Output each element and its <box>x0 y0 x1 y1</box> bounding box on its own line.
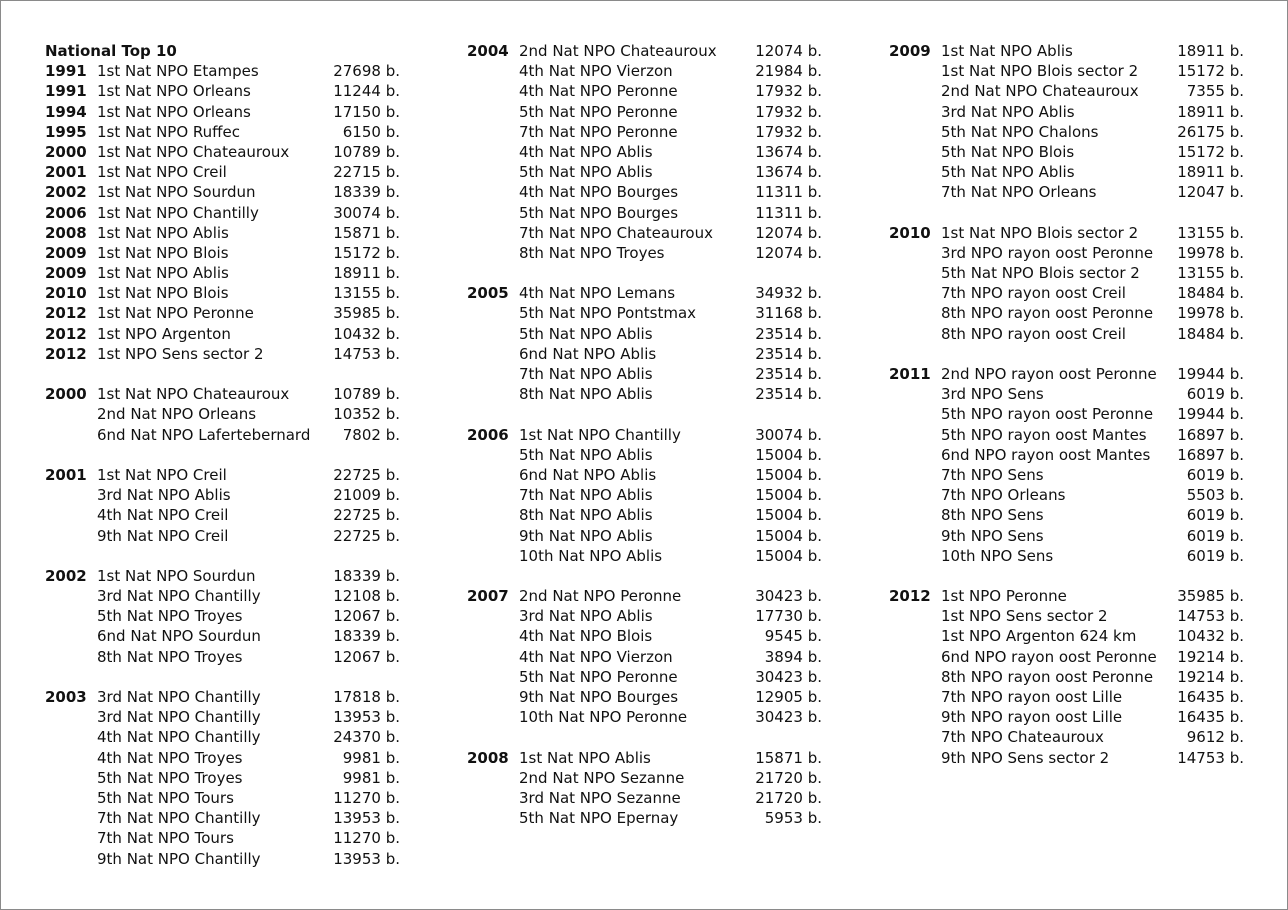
result-value: 10352 b. <box>333 405 400 424</box>
result-value: 11270 b. <box>333 829 400 848</box>
result-value: 13953 b. <box>333 708 400 727</box>
result-year: 2009 <box>889 42 931 60</box>
result-value: 22725 b. <box>333 506 400 525</box>
result-value: 15004 b. <box>755 506 822 525</box>
result-value: 12067 b. <box>333 607 400 626</box>
result-value: 23514 b. <box>755 344 822 363</box>
result-year: 2007 <box>467 587 509 606</box>
result-year: 2002 <box>45 183 87 202</box>
result-description: 8th Nat NPO Troyes <box>519 243 665 262</box>
result-value: 6019 b. <box>1186 465 1244 484</box>
result-value: 18339 b. <box>333 183 400 202</box>
result-description: 1st Nat NPO Ablis <box>519 748 651 767</box>
year-group <box>45 384 400 445</box>
result-value: 17818 b. <box>333 688 400 706</box>
result-row <box>45 384 400 404</box>
result-description: 6nd Nat NPO Ablis <box>519 465 657 484</box>
result-description: 5th Nat NPO Troyes <box>97 768 243 787</box>
result-description: 1st Nat NPO Sourdun <box>97 183 256 202</box>
result-value: 21984 b. <box>755 62 822 81</box>
result-description: 5th Nat NPO Pontstmax <box>519 304 697 323</box>
page-title: National Top 10 <box>45 42 177 60</box>
result-value: 18911 b. <box>1177 102 1244 121</box>
result-value: 17932 b. <box>755 102 822 121</box>
result-description: 10th Nat NPO Ablis <box>519 546 663 565</box>
result-value: 15004 b. <box>755 445 822 464</box>
result-year: 1994 <box>45 102 87 121</box>
result-description: 9th NPO rayon oost Lille <box>941 708 1123 727</box>
result-row <box>45 647 400 667</box>
result-value: 11311 b. <box>755 203 822 222</box>
result-value: 18911 b. <box>1177 42 1244 60</box>
result-row <box>45 626 400 646</box>
result-row <box>45 122 400 142</box>
result-year: 1991 <box>45 82 87 101</box>
result-year: 2004 <box>467 42 509 60</box>
result-year: 2012 <box>45 344 87 363</box>
year-group <box>45 465 400 546</box>
result-row <box>45 788 400 808</box>
year-group <box>45 687 400 869</box>
result-row <box>45 81 400 101</box>
result-description: 1st Nat NPO Peronne <box>97 304 254 323</box>
result-value: 11244 b. <box>333 82 400 101</box>
result-row <box>45 404 400 424</box>
result-value: 22725 b. <box>333 465 400 484</box>
result-value: 27698 b. <box>333 62 400 81</box>
result-value: 15871 b. <box>755 748 822 767</box>
result-description: 1st Nat NPO Creil <box>97 163 227 182</box>
result-description: 7th Nat NPO Tours <box>97 829 234 848</box>
result-description: 8th NPO Sens <box>941 506 1044 525</box>
result-value: 9981 b. <box>342 748 400 767</box>
result-value: 22715 b. <box>333 163 400 182</box>
result-value: 26175 b. <box>1177 122 1244 141</box>
result-value: 13674 b. <box>755 163 822 182</box>
result-description: 5th Nat NPO Blois sector 2 <box>941 264 1140 283</box>
result-row <box>45 687 400 707</box>
result-row <box>45 808 400 828</box>
result-description: 1st NPO Sens sector 2 <box>941 607 1108 626</box>
result-value: 10789 b. <box>333 385 400 404</box>
result-description: 6nd NPO rayon oost Peronne <box>941 647 1157 666</box>
result-value: 12074 b. <box>755 42 822 60</box>
result-description: 1st Nat NPO Ablis <box>97 264 229 283</box>
result-description: 3rd Nat NPO Ablis <box>519 607 653 626</box>
result-description: 4th Nat NPO Creil <box>97 506 229 525</box>
result-description: 10th Nat NPO Peronne <box>519 708 688 727</box>
result-description: 1st Nat NPO Blois <box>97 243 229 262</box>
result-description: 5th NPO rayon oost Mantes <box>941 425 1147 444</box>
result-value: 13953 b. <box>333 809 400 828</box>
result-description: 5th Nat NPO Chalons <box>941 122 1099 141</box>
result-description: 7th Nat NPO Chateauroux <box>519 223 713 242</box>
result-description: 1st NPO Peronne <box>941 587 1067 606</box>
result-description: 9th Nat NPO Ablis <box>519 526 653 545</box>
result-value: 6150 b. <box>342 122 400 141</box>
result-row <box>45 505 400 525</box>
result-description: 1st Nat NPO Chantilly <box>97 203 259 222</box>
result-value: 14753 b. <box>1177 607 1244 626</box>
result-row <box>45 324 400 344</box>
result-description: 5th Nat NPO Ablis <box>519 163 653 182</box>
result-value: 13155 b. <box>1177 264 1244 283</box>
result-value: 18911 b. <box>1177 163 1244 182</box>
result-row <box>45 748 400 768</box>
result-description: 8th Nat NPO Ablis <box>519 506 653 525</box>
result-description: 5th Nat NPO Ablis <box>519 324 653 343</box>
result-row <box>45 203 400 223</box>
result-year: 2010 <box>45 284 87 303</box>
result-description: 8th NPO rayon oost Peronne <box>941 304 1154 323</box>
result-year: 2011 <box>889 365 931 383</box>
result-description: 1st Nat NPO Etampes <box>97 62 259 81</box>
result-description: 3rd Nat NPO Chantilly <box>97 587 261 606</box>
result-row <box>45 162 400 182</box>
result-value: 9545 b. <box>764 627 822 646</box>
result-value: 15004 b. <box>755 465 822 484</box>
result-value: 18339 b. <box>333 627 400 646</box>
result-row <box>45 465 400 485</box>
result-value: 35985 b. <box>333 304 400 323</box>
result-value: 30423 b. <box>755 667 822 686</box>
result-value: 34932 b. <box>755 284 822 303</box>
result-description: 4th Nat NPO Troyes <box>97 748 243 767</box>
result-description: 3rd Nat NPO Chantilly <box>97 688 261 706</box>
result-row <box>45 425 400 445</box>
result-value: 16435 b. <box>1177 708 1244 727</box>
result-description: 4th Nat NPO Bourges <box>519 183 679 202</box>
result-row <box>45 283 400 303</box>
result-description: 4th Nat NPO Ablis <box>519 142 653 161</box>
result-value: 15172 b. <box>1177 142 1244 161</box>
result-value: 15871 b. <box>333 223 400 242</box>
result-description: 1st Nat NPO Orleans <box>97 82 251 101</box>
result-description: 7th Nat NPO Chantilly <box>97 809 261 828</box>
result-row <box>45 566 400 586</box>
result-value: 17730 b. <box>755 607 822 626</box>
result-value: 21009 b. <box>333 486 400 505</box>
year-group <box>45 566 400 667</box>
result-row <box>45 102 400 122</box>
result-value: 5953 b. <box>764 809 822 828</box>
result-value: 12108 b. <box>333 587 400 606</box>
year-group <box>45 61 400 364</box>
result-value: 10432 b. <box>333 324 400 343</box>
result-value: 13674 b. <box>755 142 822 161</box>
result-year: 2012 <box>45 304 87 323</box>
result-description: 3rd Nat NPO Ablis <box>97 486 231 505</box>
result-value: 17932 b. <box>755 122 822 141</box>
result-description: 1st Nat NPO Blois sector 2 <box>941 62 1139 81</box>
result-value: 10789 b. <box>333 142 400 161</box>
result-description: 5th Nat NPO Peronne <box>519 667 678 686</box>
result-value: 14753 b. <box>333 344 400 363</box>
result-value: 13155 b. <box>1177 223 1244 242</box>
result-year: 2012 <box>889 587 931 606</box>
result-value: 13155 b. <box>333 284 400 303</box>
result-description: 1st NPO Argenton 624 km <box>941 627 1137 646</box>
result-year: 2001 <box>45 465 87 484</box>
result-description: 1st Nat NPO Blois sector 2 <box>941 223 1139 242</box>
result-description: 5th Nat NPO Peronne <box>519 102 678 121</box>
result-description: 4th Nat NPO Blois <box>519 627 653 646</box>
result-value: 24370 b. <box>333 728 400 747</box>
result-row <box>45 768 400 788</box>
result-value: 22725 b. <box>333 526 400 545</box>
result-value: 17150 b. <box>333 102 400 121</box>
result-value: 30423 b. <box>755 587 822 606</box>
result-description: 8th NPO rayon oost Peronne <box>941 667 1154 686</box>
result-description: 1st Nat NPO Blois <box>97 284 229 303</box>
result-value: 19944 b. <box>1177 365 1244 383</box>
result-description: 9th Nat NPO Bourges <box>519 688 679 706</box>
result-year: 2000 <box>45 385 87 404</box>
result-value: 18484 b. <box>1177 324 1244 343</box>
result-description: 7th NPO Orleans <box>941 486 1066 505</box>
result-value: 23514 b. <box>755 385 822 404</box>
result-value: 31168 b. <box>755 304 822 323</box>
result-description: 6nd Nat NPO Ablis <box>519 344 657 363</box>
result-description: 1st Nat NPO Chateauroux <box>97 142 290 161</box>
result-value: 10432 b. <box>1177 627 1244 646</box>
result-value: 19214 b. <box>1177 667 1244 686</box>
result-row <box>45 303 400 323</box>
result-description: 6nd NPO rayon oost Mantes <box>941 445 1151 464</box>
result-description: 8th Nat NPO Ablis <box>519 385 653 404</box>
result-row <box>45 243 400 263</box>
result-year: 2003 <box>45 688 87 706</box>
result-description: 5th Nat NPO Bourges <box>519 203 679 222</box>
result-value: 16897 b. <box>1177 445 1244 464</box>
result-year: 2009 <box>45 264 87 283</box>
result-value: 35985 b. <box>1177 587 1244 606</box>
result-row <box>45 849 400 869</box>
result-description: 7th Nat NPO Peronne <box>519 122 678 141</box>
result-row <box>45 606 400 626</box>
result-year: 2008 <box>467 748 509 767</box>
result-value: 7355 b. <box>1186 82 1244 101</box>
result-value: 16897 b. <box>1177 425 1244 444</box>
result-description: 7th NPO Chateauroux <box>941 728 1104 747</box>
result-value: 21720 b. <box>755 788 822 807</box>
result-value: 12047 b. <box>1177 183 1244 202</box>
result-description: 9th NPO Sens <box>941 526 1044 545</box>
result-description: 4th Nat NPO Chantilly <box>97 728 261 747</box>
result-description: 1st Nat NPO Chantilly <box>519 425 681 444</box>
result-description: 1st NPO Argenton <box>97 324 231 343</box>
result-description: 8th NPO rayon oost Creil <box>941 324 1126 343</box>
result-value: 7802 b. <box>342 425 400 444</box>
result-description: 5th NPO rayon oost Peronne <box>941 405 1154 424</box>
result-description: 4th Nat NPO Vierzon <box>519 647 673 666</box>
result-value: 12067 b. <box>333 647 400 666</box>
result-description: 5th Nat NPO Ablis <box>519 445 653 464</box>
result-description: 3rd Nat NPO Ablis <box>941 102 1075 121</box>
result-row <box>45 727 400 747</box>
result-year: 2012 <box>45 324 87 343</box>
result-description: 3rd NPO rayon oost Peronne <box>941 243 1154 262</box>
result-description: 1st Nat NPO Ruffec <box>97 122 240 141</box>
result-value: 23514 b. <box>755 365 822 383</box>
result-year: 2005 <box>467 284 509 303</box>
result-row <box>45 485 400 505</box>
result-value: 23514 b. <box>755 324 822 343</box>
result-description: 6nd Nat NPO Lafertebernard <box>97 425 311 444</box>
result-description: 9th NPO Sens sector 2 <box>941 748 1110 767</box>
result-row <box>45 61 400 81</box>
result-description: 5th Nat NPO Troyes <box>97 607 243 626</box>
result-year: 2002 <box>45 566 87 585</box>
result-value: 21720 b. <box>755 768 822 787</box>
result-value: 6019 b. <box>1186 385 1244 404</box>
result-description: 3rd NPO Sens <box>941 385 1044 404</box>
result-description: 10th NPO Sens <box>941 546 1054 565</box>
result-value: 19978 b. <box>1177 304 1244 323</box>
result-description: 7th NPO Sens <box>941 465 1044 484</box>
result-value: 5503 b. <box>1186 486 1244 505</box>
result-value: 19944 b. <box>1177 405 1244 424</box>
result-description: 8th Nat NPO Troyes <box>97 647 243 666</box>
result-description: 1st Nat NPO Sourdun <box>97 566 256 585</box>
result-value: 6019 b. <box>1186 546 1244 565</box>
result-value: 15172 b. <box>333 243 400 262</box>
result-description: 5th Nat NPO Blois <box>941 142 1075 161</box>
result-description: 2nd Nat NPO Chateauroux <box>519 42 717 60</box>
result-value: 19214 b. <box>1177 647 1244 666</box>
result-value: 15172 b. <box>1177 62 1244 81</box>
result-year: 2001 <box>45 163 87 182</box>
result-year: 2006 <box>45 203 87 222</box>
result-description: 3rd Nat NPO Chantilly <box>97 708 261 727</box>
result-description: 4th Nat NPO Vierzon <box>519 62 673 81</box>
result-description: 1st Nat NPO Creil <box>97 465 227 484</box>
result-description: 4th Nat NPO Lemans <box>519 284 676 303</box>
result-description: 9th Nat NPO Creil <box>97 526 229 545</box>
result-year: 1995 <box>45 122 87 141</box>
result-description: 1st Nat NPO Ablis <box>97 223 229 242</box>
result-value: 17932 b. <box>755 82 822 101</box>
result-description: 5th Nat NPO Epernay <box>519 809 679 828</box>
result-description: 2nd Nat NPO Orleans <box>97 405 257 424</box>
result-description: 7th Nat NPO Orleans <box>941 183 1097 202</box>
result-value: 12905 b. <box>755 688 822 706</box>
result-row <box>45 828 400 848</box>
result-value: 18484 b. <box>1177 284 1244 303</box>
result-description: 5th Nat NPO Ablis <box>941 163 1075 182</box>
result-value: 9612 b. <box>1186 728 1244 747</box>
result-description: 1st NPO Sens sector 2 <box>97 344 264 363</box>
result-row <box>45 344 400 364</box>
result-row <box>45 142 400 162</box>
result-value: 16435 b. <box>1177 688 1244 706</box>
result-value: 30423 b. <box>755 708 822 727</box>
result-value: 15004 b. <box>755 526 822 545</box>
result-value: 18911 b. <box>333 264 400 283</box>
result-value: 15004 b. <box>755 486 822 505</box>
result-value: 11311 b. <box>755 183 822 202</box>
result-row <box>45 182 400 202</box>
result-value: 15004 b. <box>755 546 822 565</box>
result-description: 1st Nat NPO Ablis <box>941 42 1073 60</box>
result-year: 2009 <box>45 243 87 262</box>
result-value: 14753 b. <box>1177 748 1244 767</box>
result-value: 18339 b. <box>333 566 400 585</box>
result-value: 12074 b. <box>755 223 822 242</box>
result-value: 30074 b. <box>755 425 822 444</box>
result-row <box>45 707 400 727</box>
result-value: 9981 b. <box>342 768 400 787</box>
result-year: 2000 <box>45 142 87 161</box>
result-description: 2nd Nat NPO Peronne <box>519 587 682 606</box>
results-column-1 <box>45 41 400 889</box>
result-value: 12074 b. <box>755 243 822 262</box>
result-description: 4th Nat NPO Peronne <box>519 82 678 101</box>
result-description: 1st Nat NPO Chateauroux <box>97 385 290 404</box>
result-description: 7th NPO rayon oost Creil <box>941 284 1126 303</box>
result-value: 3894 b. <box>764 647 822 666</box>
result-description: 7th Nat NPO Ablis <box>519 486 653 505</box>
result-description: 6nd Nat NPO Sourdun <box>97 627 261 646</box>
result-year: 2006 <box>467 425 509 444</box>
result-description: 2nd Nat NPO Sezanne <box>519 768 685 787</box>
result-description: 2nd NPO rayon oost Peronne <box>941 365 1157 383</box>
result-year: 2008 <box>45 223 87 242</box>
result-description: 2nd Nat NPO Chateauroux <box>941 82 1139 101</box>
result-value: 6019 b. <box>1186 526 1244 545</box>
result-description: 5th Nat NPO Tours <box>97 788 234 807</box>
result-value: 30074 b. <box>333 203 400 222</box>
result-row <box>45 526 400 546</box>
result-year: 1991 <box>45 62 87 81</box>
result-description: 7th Nat NPO Ablis <box>519 365 653 383</box>
result-value: 19978 b. <box>1177 243 1244 262</box>
result-description: 9th Nat NPO Chantilly <box>97 849 261 868</box>
result-value: 11270 b. <box>333 788 400 807</box>
result-description: 7th NPO rayon oost Lille <box>941 688 1123 706</box>
result-value: 6019 b. <box>1186 506 1244 525</box>
result-description: 3rd Nat NPO Sezanne <box>519 788 681 807</box>
result-row <box>45 223 400 243</box>
result-row <box>45 263 400 283</box>
result-year: 2010 <box>889 223 931 242</box>
result-row <box>45 586 400 606</box>
result-description: 1st Nat NPO Orleans <box>97 102 251 121</box>
result-value: 13953 b. <box>333 849 400 868</box>
